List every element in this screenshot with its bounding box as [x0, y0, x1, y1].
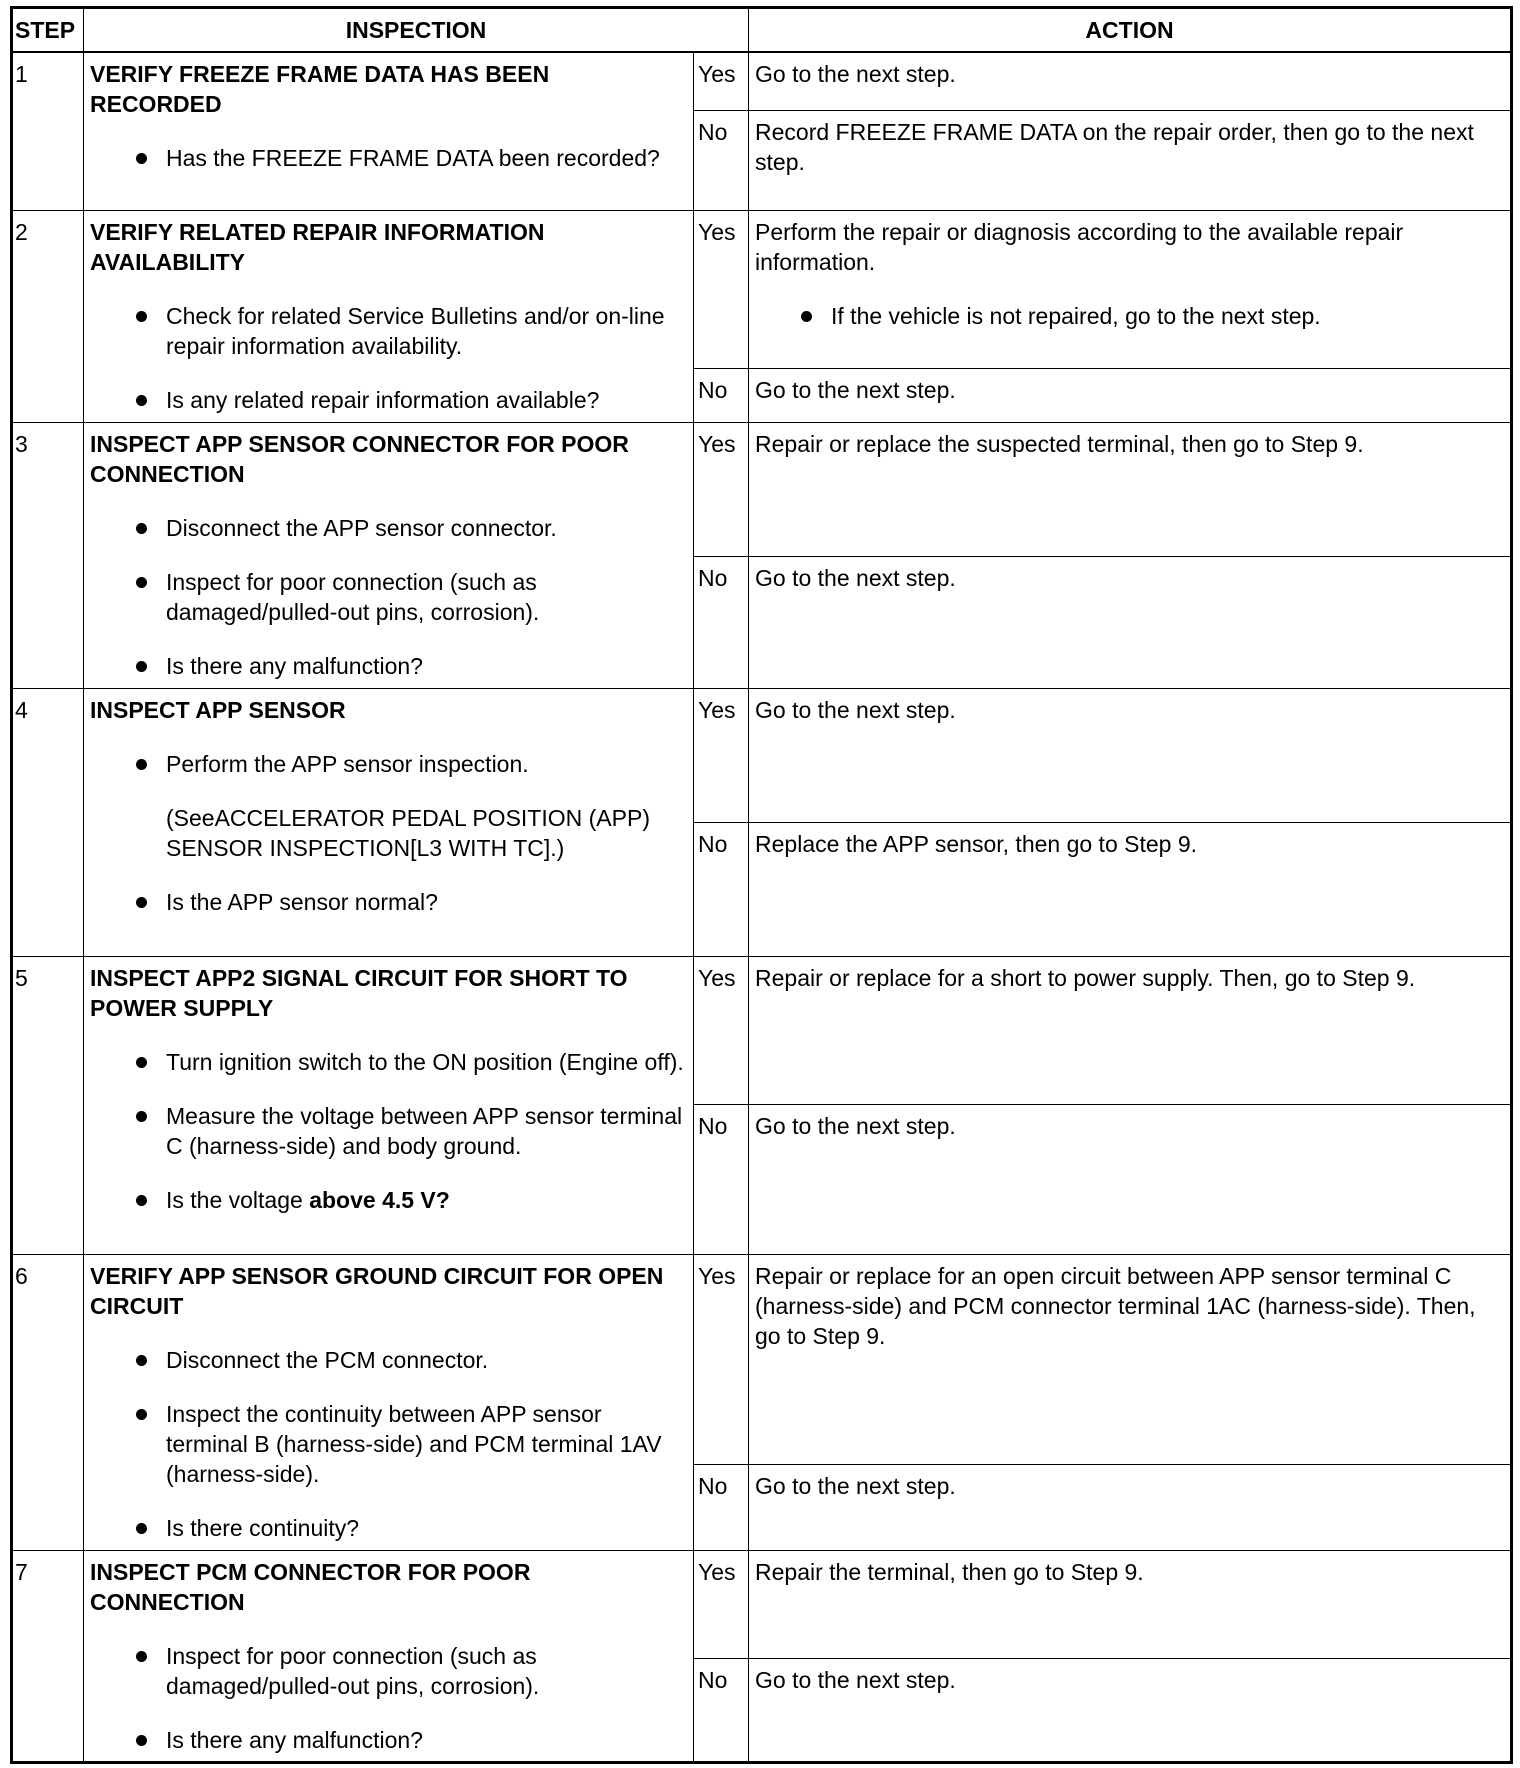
inspection-item-text: Is the voltage [166, 1186, 310, 1213]
inspection-list [90, 1641, 685, 1755]
step-inspection-cell [84, 688, 694, 956]
step-inspection-cell [84, 1254, 694, 1550]
step-title: INSPECT APP SENSOR CONNECTOR FOR POOR CONNECTION [90, 430, 629, 487]
yes-action: Repair or replace for an open circuit between APP sensor terminal C (harness-side) and PCM connector terminal 1AC (harness-side). Then, go to Step 9. [749, 1254, 1512, 1464]
inspection-list [90, 301, 685, 415]
step-inspection-cell [84, 1550, 694, 1762]
inspection-item: Inspect for poor connection (such as damaged/pulled-out pins, corrosion). [90, 1641, 685, 1701]
inspection-item: Perform the APP sensor inspection. [90, 749, 685, 779]
no-label: No [694, 1464, 749, 1550]
yes-label: Yes [694, 210, 749, 368]
voltage-spec: above 4.5 V? [309, 1186, 450, 1213]
yes-action: Perform the repair or diagnosis according to the available repair information. [755, 218, 1404, 275]
inspection-item: Disconnect the PCM connector. [90, 1345, 685, 1375]
step-title: VERIFY RELATED REPAIR INFORMATION AVAILABILITY [90, 218, 545, 275]
yes-label: Yes [694, 956, 749, 1104]
step-4-yes-row [12, 688, 1512, 822]
yes-label: Yes [694, 1550, 749, 1658]
inspection-list [90, 749, 685, 917]
inspection-item: Inspect for poor connection (such as damaged/pulled-out pins, corrosion). [90, 567, 685, 627]
header-row [12, 8, 1512, 53]
yes-action: Repair or replace the suspected terminal, then go to Step 9. [749, 422, 1512, 556]
inspection-item: Has the FREEZE FRAME DATA been recorded? [90, 143, 685, 173]
inspection-item: Is there continuity? [90, 1513, 685, 1543]
step-title: VERIFY APP SENSOR GROUND CIRCUIT FOR OPEN CIRCUIT [90, 1262, 664, 1319]
yes-action: Repair the terminal, then go to Step 9. [749, 1550, 1512, 1658]
action-bullet-list [755, 301, 1502, 331]
no-label: No [694, 1658, 749, 1762]
step-number: 1 [12, 52, 84, 210]
no-label: No [694, 110, 749, 210]
step-number: 7 [12, 1550, 84, 1762]
inspection-list [90, 513, 685, 681]
step-inspection-cell [84, 210, 694, 422]
action-bullet: If the vehicle is not repaired, go to the next step. [755, 301, 1502, 331]
no-label: No [694, 556, 749, 688]
inspection-list [90, 1345, 685, 1543]
inspection-item: Is there any malfunction? [90, 1725, 685, 1755]
inspection-list [90, 143, 685, 173]
step-5-yes-row [12, 956, 1512, 1104]
step-number: 6 [12, 1254, 84, 1550]
step-3-yes-row [12, 422, 1512, 556]
yes-action: Go to the next step. [749, 688, 1512, 822]
yes-action-cell [749, 210, 1512, 368]
no-action: Go to the next step. [749, 1104, 1512, 1254]
inspection-item: Disconnect the APP sensor connector. [90, 513, 685, 543]
step-title: INSPECT PCM CONNECTOR FOR POOR CONNECTION [90, 1558, 531, 1615]
step-1-yes-row [12, 52, 1512, 110]
step-inspection-cell [84, 956, 694, 1254]
inspection-item: Measure the voltage between APP sensor terminal C (harness-side) and body ground. [90, 1101, 685, 1161]
no-label: No [694, 368, 749, 422]
no-action: Record FREEZE FRAME DATA on the repair order, then go to the next step. [749, 110, 1512, 210]
no-action: Go to the next step. [749, 368, 1512, 422]
no-action: Go to the next step. [749, 1464, 1512, 1550]
inspection-item: Is there any malfunction? [90, 651, 685, 681]
inspection-column-header: INSPECTION [84, 8, 749, 53]
inspection-item: Is the APP sensor normal? [90, 887, 685, 917]
no-action: Go to the next step. [749, 1658, 1512, 1762]
step-title: INSPECT APP2 SIGNAL CIRCUIT FOR SHORT TO POWER SUPPLY [90, 964, 628, 1021]
step-2-yes-row [12, 210, 1512, 368]
step-inspection-cell [84, 422, 694, 688]
step-7-yes-row [12, 1550, 1512, 1658]
yes-action: Go to the next step. [749, 52, 1512, 110]
inspection-item: Is any related repair information available? [90, 385, 685, 415]
inspection-reference: (SeeACCELERATOR PEDAL POSITION (APP) SENSOR INSPECTION[L3 WITH TC].) [166, 804, 650, 861]
step-number: 4 [12, 688, 84, 956]
yes-label: Yes [694, 1254, 749, 1464]
yes-label: Yes [694, 52, 749, 110]
inspection-item: Check for related Service Bulletins and/or on-line repair information availability. [90, 301, 685, 361]
inspection-item: Turn ignition switch to the ON position (Engine off). [90, 1047, 685, 1077]
inspection-list [90, 1047, 685, 1215]
step-column-header: STEP [12, 8, 84, 53]
step-number: 3 [12, 422, 84, 688]
step-6-yes-row [12, 1254, 1512, 1464]
step-title: VERIFY FREEZE FRAME DATA HAS BEEN RECORDED [90, 61, 550, 117]
no-action: Go to the next step. [749, 556, 1512, 688]
step-inspection-cell [84, 52, 694, 210]
step-title: INSPECT APP SENSOR [90, 696, 346, 723]
step-number: 5 [12, 956, 84, 1254]
diagnostic-procedure-table [10, 6, 1513, 1764]
no-action: Replace the APP sensor, then go to Step 9. [749, 822, 1512, 956]
no-label: No [694, 822, 749, 956]
yes-label: Yes [694, 688, 749, 822]
no-label: No [694, 1104, 749, 1254]
inspection-item [90, 1185, 685, 1215]
inspection-item: Inspect the continuity between APP sensor terminal B (harness-side) and PCM terminal 1AV (harness-side). [90, 1399, 685, 1489]
step-number: 2 [12, 210, 84, 422]
action-column-header: ACTION [749, 8, 1512, 53]
yes-action: Repair or replace for a short to power supply. Then, go to Step 9. [749, 956, 1512, 1104]
yes-label: Yes [694, 422, 749, 556]
